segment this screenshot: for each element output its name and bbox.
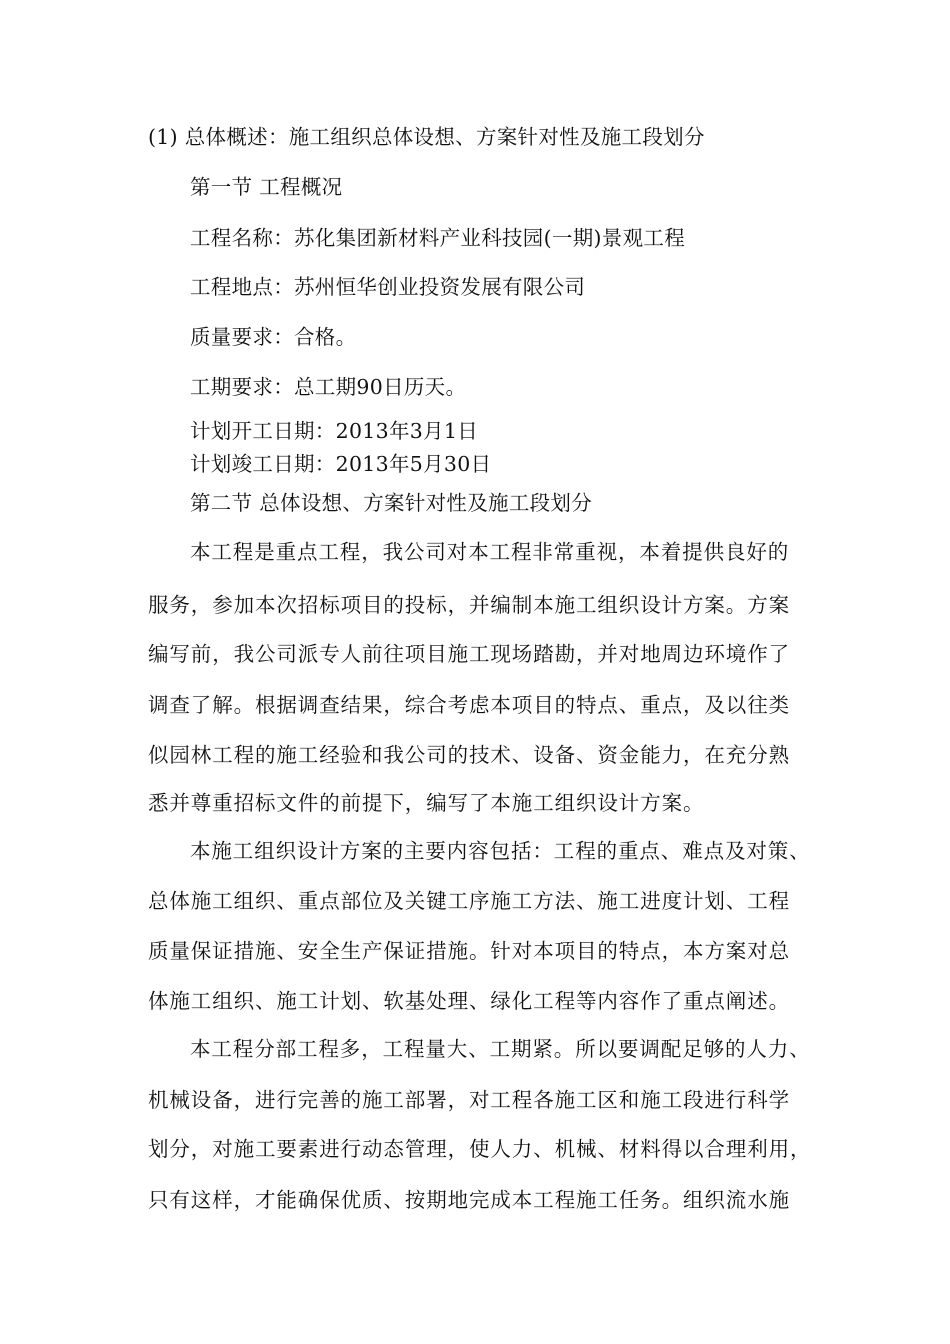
paragraph-1-line: 本工程是重点工程，我公司对本工程非常重视，本着提供良好的 [190, 540, 790, 564]
paragraph-3-line: 只有这样，才能确保优质、按期地完成本工程施工任务。组织流水施 [148, 1188, 790, 1212]
paragraph-3-line: 划分，对施工要素进行动态管理，使人力、机械、材料得以合理利用， [148, 1137, 812, 1161]
paragraph-2-line: 总体施工组织、重点部位及关键工序施工方法、施工进度计划、工程 [148, 889, 790, 913]
paragraph-2-line: 质量保证措施、安全生产保证措施。针对本项目的特点，本方案对总 [148, 939, 790, 963]
paragraph-1-line: 似园林工程的施工经验和我公司的技术、设备、资金能力，在充分熟 [148, 743, 790, 767]
quality-requirement-line: 质量要求：合格。 [190, 325, 357, 349]
paragraph-2-line: 体施工组织、施工计划、软基处理、绿化工程等内容作了重点阐述。 [148, 989, 790, 1013]
section-2-title: 第二节 总体设想、方案针对性及施工段划分 [190, 491, 593, 515]
schedule-requirement-line: 工期要求：总工期90日历天。 [190, 375, 467, 399]
paragraph-1-line: 编写前，我公司派专人前往项目施工现场踏勘，并对地周边环境作了 [148, 642, 790, 666]
paragraph-2-line: 本施工组织设计方案的主要内容包括：工程的重点、难点及对策、 [190, 839, 811, 863]
paragraph-1-line: 悉并尊重招标文件的前提下，编写了本施工组织设计方案。 [148, 791, 705, 815]
paragraph-1-line: 服务，参加本次招标项目的投标，并编制本施工组织设计方案。方案 [148, 593, 790, 617]
document-heading: (1) 总体概述：施工组织总体设想、方案针对性及施工段划分 [148, 125, 705, 149]
project-name-line: 工程名称：苏化集团新材料产业科技园(一期)景观工程 [190, 226, 685, 250]
planned-completion-line: 计划竣工日期：2013年5月30日 [190, 452, 492, 476]
paragraph-3-line: 机械设备，进行完善的施工部署，对工程各施工区和施工段进行科学 [148, 1088, 790, 1112]
section-1-title: 第一节 工程概况 [190, 175, 343, 199]
project-location-line: 工程地点：苏州恒华创业投资发展有限公司 [190, 275, 586, 299]
planned-start-line: 计划开工日期：2013年3月1日 [190, 419, 479, 443]
paragraph-1-line: 调查了解。根据调查结果，综合考虑本项目的特点、重点，及以往类 [148, 693, 790, 717]
paragraph-3-line: 本工程分部工程多，工程量大、工期紧。所以要调配足够的人力、 [190, 1037, 811, 1061]
